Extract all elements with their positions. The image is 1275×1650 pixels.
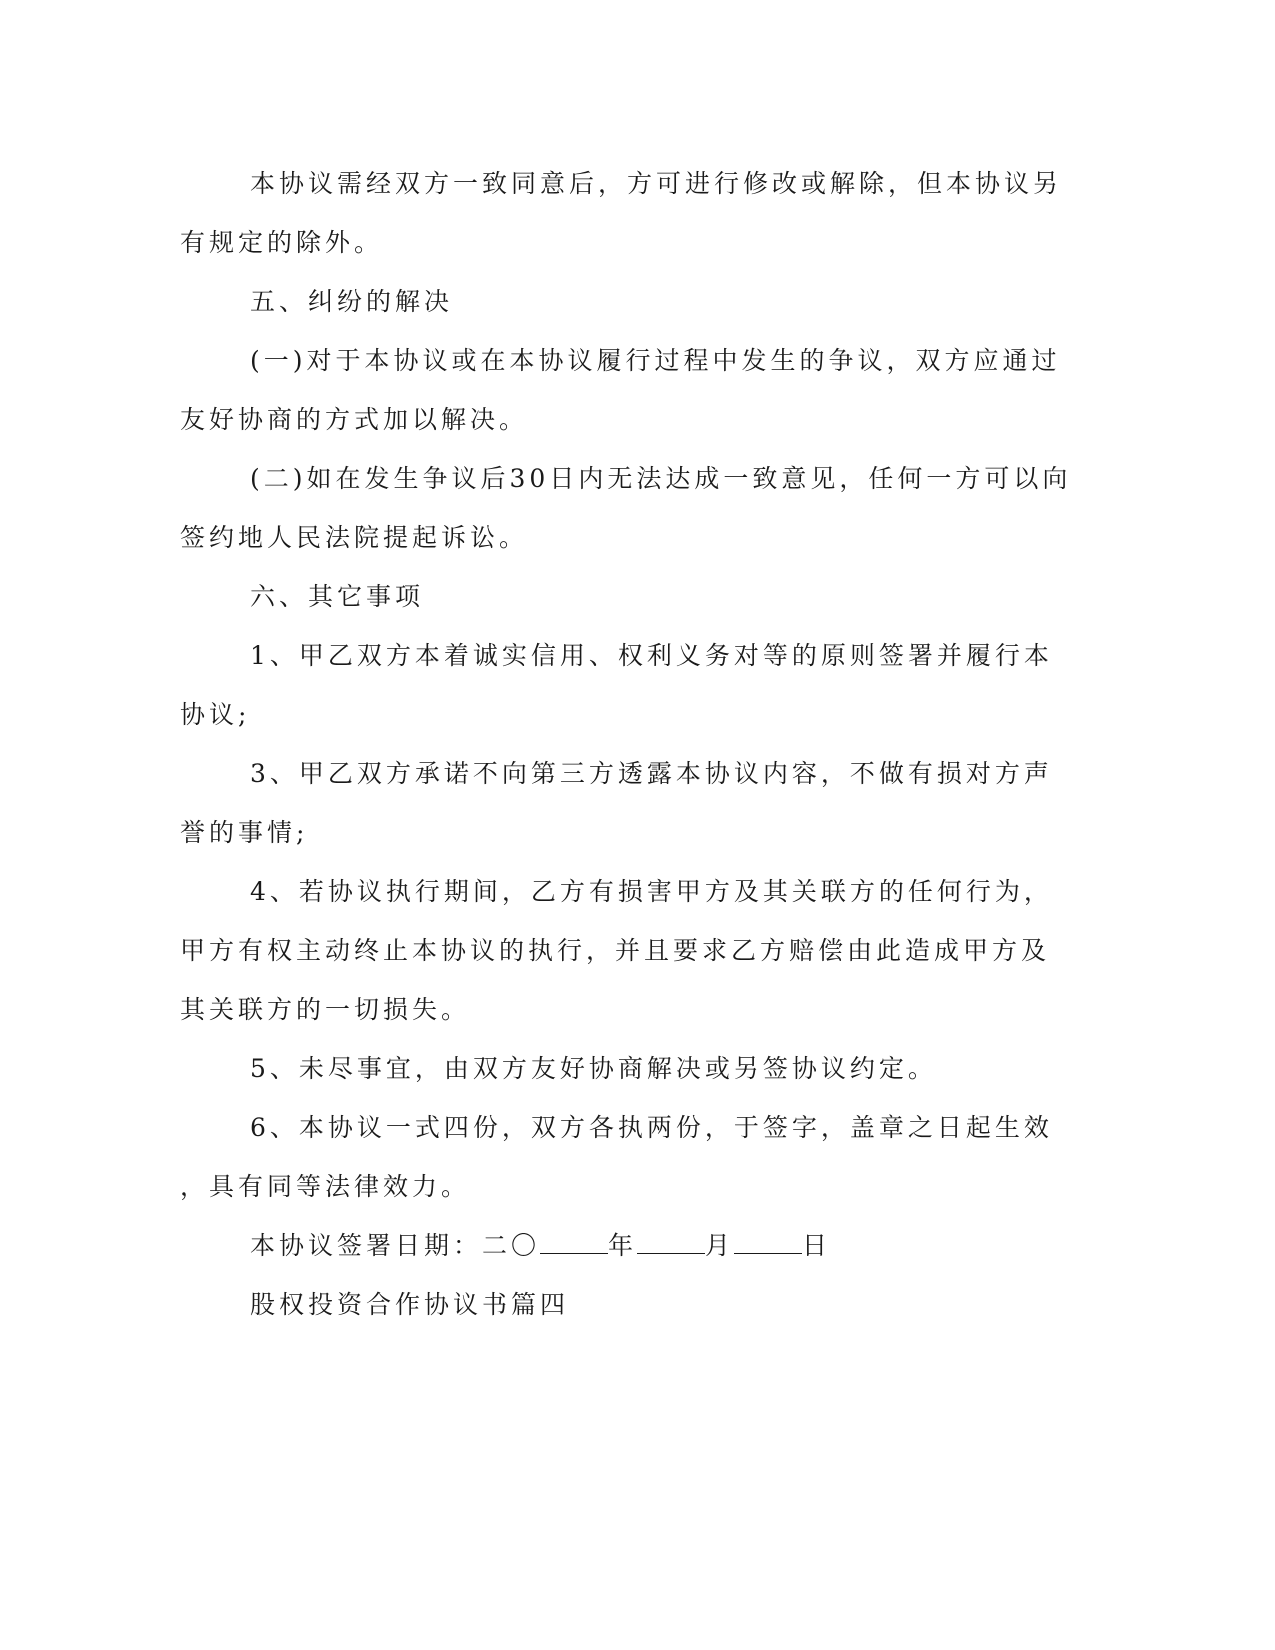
text-line: (一)对于本协议或在本协议履行过程中发生的争议，双方应通过 [250, 346, 1061, 375]
year-label: 年 [608, 1231, 638, 1260]
text-line: 3、甲乙双方承诺不向第三方透露本协议内容，不做有损对方声 [250, 759, 1053, 788]
text-line: 股权投资合作协议书篇四 [250, 1290, 570, 1319]
text-line [180, 1216, 1030, 1275]
text-line: 誉的事情; [180, 818, 309, 847]
day-blank [734, 1231, 802, 1254]
paragraph-dispute-1 [180, 331, 1061, 449]
paragraph-dispute-2 [180, 449, 1072, 567]
text-line: 甲方有权主动终止本协议的执行，并且要求乙方赔偿由此造成甲方及 [180, 936, 1051, 965]
text-line: 6、本协议一式四份，双方各执两份，于签字，盖章之日起生效 [250, 1113, 1053, 1142]
text-line: 友好协商的方式加以解决。 [180, 405, 529, 434]
signing-date-label: 本协议签署日期：二〇 [250, 1231, 541, 1260]
month-label: 月 [705, 1231, 735, 1260]
text-line: 本协议需经双方一致同意后，方可进行修改或解除，但本协议另 [250, 169, 1063, 198]
month-blank [637, 1231, 705, 1254]
text-line: ，具有同等法律效力。 [180, 1172, 471, 1201]
paragraph-item-3 [180, 744, 1053, 862]
text-line: 有规定的除外。 [180, 228, 384, 257]
section-heading-dispute [180, 272, 1030, 331]
signing-date-line [180, 1216, 1030, 1275]
day-label: 日 [802, 1231, 832, 1260]
section-heading-other [180, 567, 1030, 626]
text-line: 签约地人民法院提起诉讼。 [180, 523, 529, 552]
next-section-title [180, 1275, 1030, 1334]
text-line: 六、其它事项 [250, 582, 425, 611]
paragraph-item-5 [180, 1039, 1030, 1098]
year-blank [540, 1231, 608, 1254]
text-line: 1、甲乙双方本着诚实信用、权利义务对等的原则签署并履行本 [250, 641, 1053, 670]
text-line: 5、未尽事宜，由双方友好协商解决或另签协议约定。 [250, 1054, 937, 1083]
paragraph-item-1 [180, 626, 1053, 744]
text-line: 协议; [180, 700, 251, 729]
document-body [180, 154, 1072, 1334]
paragraph-item-4 [180, 862, 1053, 1039]
paragraph-item-6 [180, 1098, 1053, 1216]
text-line: (二)如在发生争议后30日内无法达成一致意见，任何一方可以向 [250, 464, 1072, 493]
paragraph-amendment [180, 154, 1063, 272]
text-line: 五、纠纷的解决 [250, 287, 454, 316]
text-line: 4、若协议执行期间，乙方有损害甲方及其关联方的任何行为， [250, 877, 1053, 906]
text-line: 其关联方的一切损失。 [180, 995, 471, 1024]
